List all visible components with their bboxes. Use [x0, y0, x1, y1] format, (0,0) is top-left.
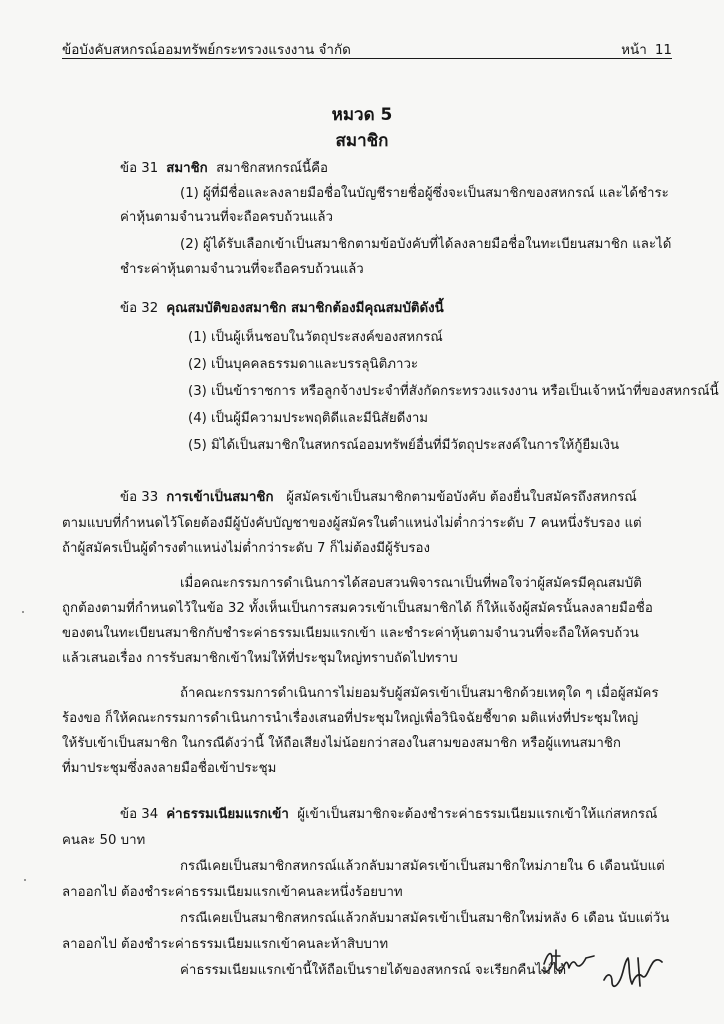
clause-32-item: (4) เป็นผู้มีความประพฤติดีและมีนิสัยดีงาม: [188, 411, 429, 426]
clause-33-p2-line-3: ของตนในทะเบียนสมาชิกกับชำระค่าธรรมเนียมแรกเข้า และชำระค่าหุ้นตามจำนวนที่จะถือให้ครบถ้วน: [62, 626, 639, 641]
clause-32-heading: คุณสมบัติของสมาชิก สมาชิกต้องมีคุณสมบัติดังนี้: [166, 301, 444, 316]
clause-33-p1-line-2: ตามแบบที่กำหนดไว้โดยต้องมีผู้บังคับบัญชาของผู้สมัครในตำแหน่งไม่ต่ำกว่าระดับ 7 คนหนึ่งรับรอง แต่: [62, 516, 642, 531]
clause-31-item-1-line-1: (1) ผู้ที่มีชื่อและลงลายมือชื่อในบัญชีรายชื่อผู้ซึ่งจะเป็นสมาชิกของสหกรณ์ และได้ชำระ: [180, 186, 669, 201]
chapter-number: หมวด 5: [331, 105, 393, 125]
clause-34-heading: ค่าธรรมเนียมแรกเข้า: [166, 807, 289, 822]
clause-31-item-1-line-2: ค่าหุ้นตามจำนวนที่จะถือครบถ้วนแล้ว: [120, 210, 333, 225]
header-org-name: ข้อบังคับสหกรณ์ออมทรัพย์กระทรวงแรงงาน จำกัด: [62, 42, 351, 58]
clause-33-p3-line-1: ถ้าคณะกรรมการดำเนินการไม่ยอมรับผู้สมัครเข้าเป็นสมาชิกด้วยเหตุใด ๆ เมื่อผู้สมัคร: [180, 686, 659, 701]
clause-32-number: ข้อ 32: [120, 301, 159, 316]
clause-31-item-2-line-1: (2) ผู้ได้รับเลือกเข้าเป็นสมาชิกตามข้อบังคับที่ได้ลงลายมือชื่อในทะเบียนสมาชิก และได้: [180, 237, 672, 252]
clause-33-heading: การเข้าเป็นสมาชิก: [166, 490, 274, 505]
scan-speck: [24, 879, 26, 881]
clause-33-heading-line: [120, 489, 637, 507]
clause-33-number: ข้อ 33: [120, 490, 159, 505]
chapter-title: สมาชิก: [335, 131, 389, 151]
clause-34-p3-line-2: ลาออกไป ต้องชำระค่าธรรมเนียมแรกเข้าคนละห้าสิบบาท: [62, 937, 389, 952]
scan-speck: [22, 611, 24, 613]
clause-32-item: (3) เป็นข้าราชการ หรือลูกจ้างประจำที่สังกัดกระทรวงแรงงาน หรือเป็นเจ้าหน้าที่ของสหกรณ์นี้: [188, 384, 719, 399]
clause-33-p2-line-4: แล้วเสนอเรื่อง การรับสมาชิกเข้าใหม่ให้ที่ประชุมใหญ่ทราบถัดไปทราบ: [62, 651, 458, 666]
clause-31-intro: สมาชิกสหกรณ์นี้คือ: [216, 161, 328, 176]
handwritten-signature: [598, 950, 668, 994]
clause-33-p3-line-2: ร้องขอ ก็ให้คณะกรรมการดำเนินการนำเรื่องเสนอที่ประชุมใหญ่เพื่อวินิจฉัยชี้ขาด มติแห่งที่ประชุมใหญ่: [62, 711, 639, 726]
header-page-info: [621, 38, 672, 60]
clause-34-p1-line-1: ผู้เข้าเป็นสมาชิกจะต้องชำระค่าธรรมเนียมแรกเข้าให้แก่สหกรณ์: [297, 807, 658, 822]
clause-31-number: ข้อ 31: [120, 161, 159, 176]
clause-32-item: (5) มิได้เป็นสมาชิกในสหกรณ์ออมทรัพย์อื่นที่มีวัตถุประสงค์ในการให้กู้ยืมเงิน: [188, 438, 620, 453]
page-number: 11: [654, 42, 672, 58]
clause-34-p2-line-2: ลาออกไป ต้องชำระค่าธรรมเนียมแรกเข้าคนละหนึ่งร้อยบาท: [62, 885, 403, 900]
clause-34-p3-line-1: กรณีเคยเป็นสมาชิกสหกรณ์แล้วกลับมาสมัครเข้าเป็นสมาชิกใหม่หลัง 6 เดือน นับแต่วัน: [180, 911, 670, 926]
clause-34-p2-line-1: กรณีเคยเป็นสมาชิกสหกรณ์แล้วกลับมาสมัครเข้าเป็นสมาชิกใหม่ภายใน 6 เดือนนับแต่: [180, 859, 665, 874]
clause-31-item-2-line-2: ชำระค่าหุ้นตามจำนวนที่จะถือครบถ้วนแล้ว: [120, 262, 364, 277]
clause-34-heading-line: [120, 806, 657, 824]
clause-31-heading-line: [120, 160, 328, 178]
clause-33-p3-line-3: ให้รับเข้าเป็นสมาชิก ในกรณีดังว่านี้ ให้ถือเสียงไม่น้อยกว่าสองในสามของสมาชิก หรือผู้แทนสมาชิก: [62, 736, 621, 751]
clause-32-heading-line: [120, 300, 444, 318]
clause-33-p1-line-3: ถ้าผู้สมัครเป็นผู้ดำรงตำแหน่งไม่ต่ำกว่าระดับ 7 ก็ไม่ต้องมีผู้รับรอง: [62, 541, 431, 556]
clause-33-p2-line-2: ถูกต้องตามที่กำหนดไว้ในข้อ 32 ทั้งเห็นเป็นการสมควรเข้าเป็นสมาชิกได้ ก็ให้แจ้งผู้สมัครนั้นลงลายมือชื่อ: [62, 601, 653, 616]
clause-33-p3-line-4: ที่มาประชุมซึ่งลงลายมือชื่อเข้าประชุม: [62, 761, 277, 776]
page-header: [62, 34, 672, 59]
clause-34-number: ข้อ 34: [120, 807, 159, 822]
clause-31-heading: สมาชิก: [166, 161, 208, 176]
handwritten-initial-1: [538, 944, 598, 980]
clause-33-p1-line-1: ผู้สมัครเข้าเป็นสมาชิกตามข้อบังคับ ต้องยื่นใบสมัครถึงสหกรณ์: [286, 490, 637, 505]
clause-34-p4-line-1: ค่าธรรมเนียมแรกเข้านี้ให้ถือเป็นรายได้ของสหกรณ์ จะเรียกคืนไม่ได้: [180, 963, 567, 978]
clause-33-p2-line-1: เมื่อคณะกรรมการดำเนินการได้สอบสวนพิจารณาเป็นที่พอใจว่าผู้สมัครมีคุณสมบัติ: [180, 576, 642, 591]
clause-32-item: (1) เป็นผู้เห็นชอบในวัตถุประสงค์ของสหกรณ์: [188, 330, 443, 345]
page-label: หน้า: [621, 42, 647, 58]
clause-34-p1-line-2: คนละ 50 บาท: [62, 833, 146, 848]
clause-32-item: (2) เป็นบุคคลธรรมดาและบรรลุนิติภาวะ: [188, 357, 419, 372]
